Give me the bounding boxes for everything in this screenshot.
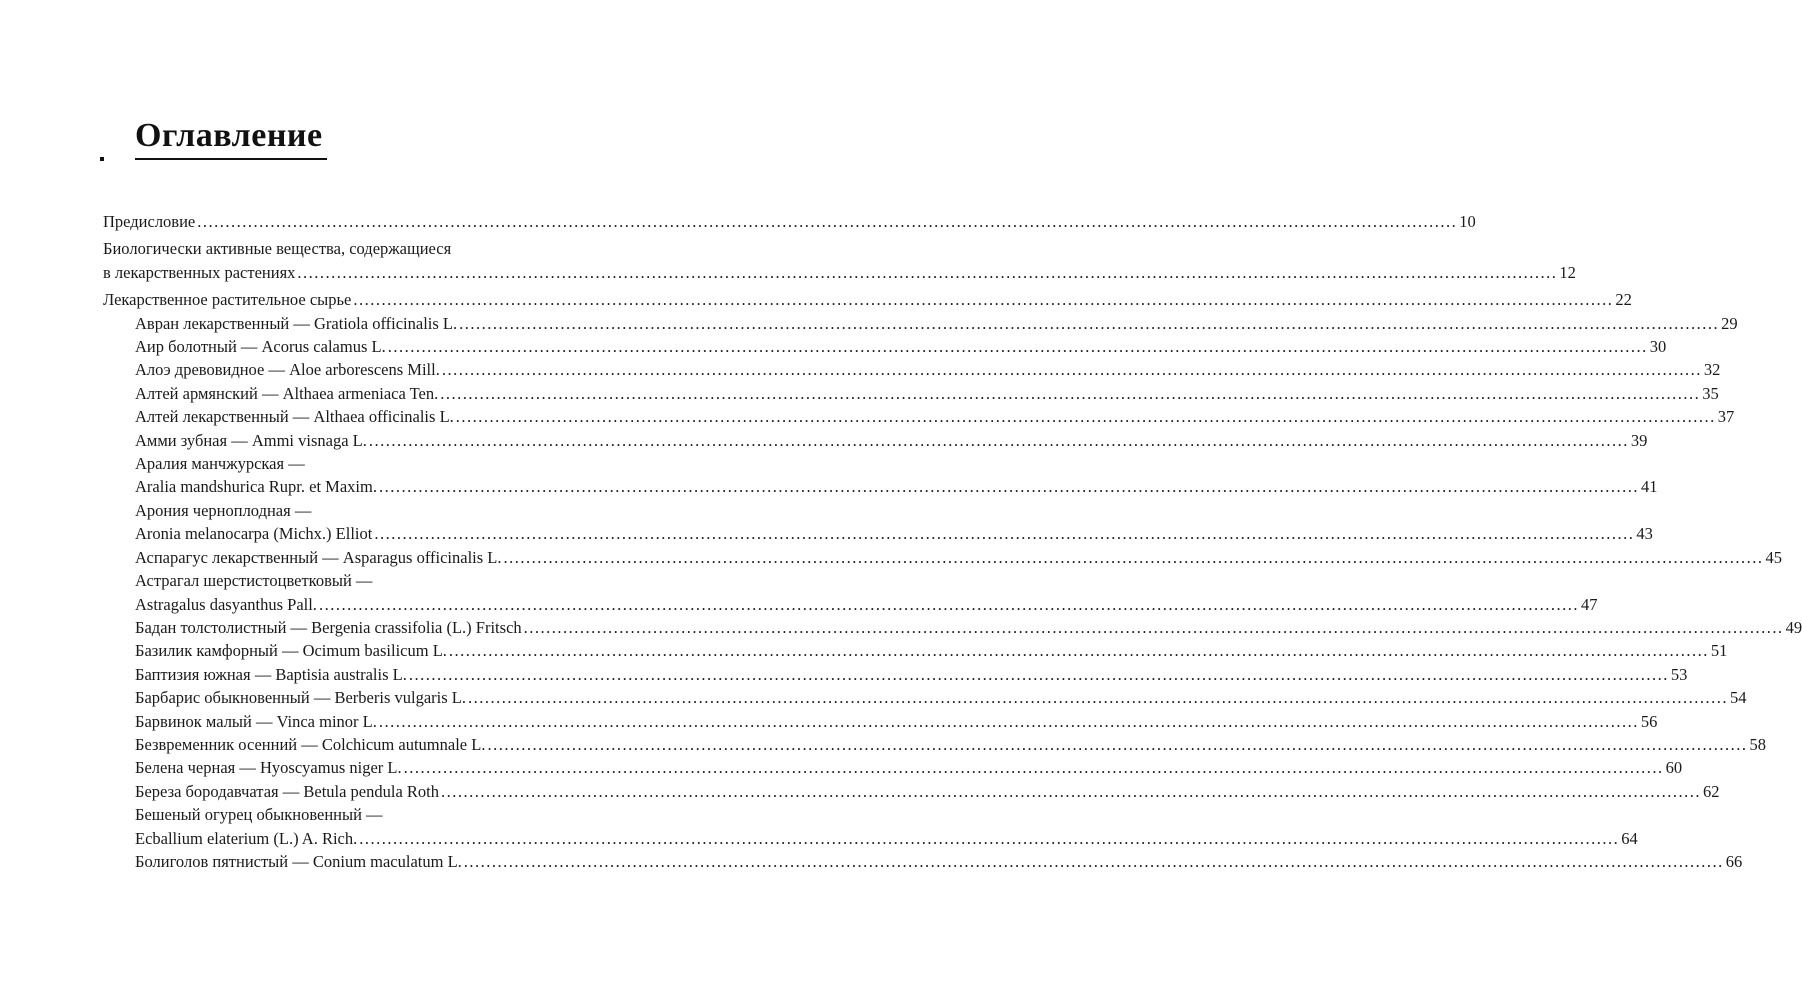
toc-entry-title: Аспарагус лекарственный — Asparagus officinalis L.	[135, 547, 502, 567]
toc-page-number: 47	[1580, 594, 1598, 614]
dot-leader	[442, 358, 1702, 381]
toc-entry-title: Астрагал шерстистоцветковый —	[135, 571, 373, 591]
toc-page-number: 66	[1725, 851, 1743, 871]
toc-entry-line	[135, 780, 1720, 803]
toc-entry-line	[135, 429, 1648, 452]
toc-entry-line	[135, 803, 658, 826]
dot-leader	[369, 429, 1629, 452]
toc-entry[interactable]	[103, 756, 1683, 779]
toc-entry-title: Лекарственное растительное сырье	[103, 290, 352, 310]
toc-entry[interactable]	[103, 733, 1766, 756]
toc-entry-line	[135, 850, 1743, 873]
dot-leader	[487, 733, 1747, 756]
toc-entry[interactable]	[103, 382, 1719, 405]
toc-page-number: 39	[1630, 430, 1648, 450]
toc-entry[interactable]	[103, 546, 1782, 569]
toc-entry-line	[135, 475, 1658, 498]
toc-entry-line	[135, 827, 1638, 850]
dot-leader	[456, 405, 1716, 428]
dot-leader	[374, 522, 1634, 545]
toc-entry[interactable]	[103, 499, 1653, 546]
toc-page-number: 58	[1749, 734, 1766, 754]
toc-entry-title: Бадан толстолистный — Bergenia crassifolia (L.) Fritsch	[135, 617, 522, 637]
toc-page-number: 43	[1636, 524, 1653, 544]
dot-leader	[504, 546, 1764, 569]
dot-leader	[297, 261, 1557, 284]
toc-entry-title: Арония черноплодная —	[135, 500, 312, 520]
toc-entry-line	[135, 499, 658, 522]
toc-entry-title: Ecballium elaterium (L.) A. Rich.	[135, 828, 358, 848]
title-dot	[100, 157, 104, 161]
toc-entry-line	[135, 616, 1802, 639]
toc-entry-title: Базилик камфорный — Ocimum basilicum L.	[135, 641, 447, 661]
dot-leader	[468, 686, 1728, 709]
toc-page-number: 35	[1702, 383, 1719, 403]
toc-entry-title: Барбарис обыкновенный — Berberis vulgaris L.	[135, 688, 466, 708]
toc-entry[interactable]	[103, 335, 1667, 358]
toc-entry-line	[135, 569, 658, 592]
table-of-contents	[103, 210, 1802, 873]
toc-page-number: 51	[1710, 641, 1728, 661]
toc-page-number: 54	[1729, 688, 1747, 708]
toc-entry-line	[135, 733, 1766, 756]
dot-leader	[197, 210, 1457, 233]
toc-entry-line	[135, 358, 1721, 381]
toc-entry[interactable]	[103, 288, 1632, 311]
toc-entry-line	[135, 312, 1738, 335]
toc-entry[interactable]	[103, 237, 1576, 284]
toc-entry[interactable]	[103, 405, 1735, 428]
toc-entry-title: Береза бородавчатая — Betula pendula Roth	[135, 781, 440, 801]
toc-page-number: 62	[1703, 781, 1720, 801]
title-underline	[135, 158, 327, 160]
toc-entry-line	[103, 261, 1576, 284]
dot-leader	[524, 616, 1784, 639]
toc-entry-line	[103, 210, 1476, 233]
toc-entry-line	[103, 288, 1632, 311]
toc-page-number: 64	[1621, 828, 1638, 848]
toc-entry[interactable]	[103, 710, 1658, 733]
dot-leader	[440, 382, 1700, 405]
toc-entry-line	[135, 522, 1653, 545]
toc-page-number: 29	[1721, 313, 1738, 333]
toc-entry[interactable]	[103, 663, 1688, 686]
toc-entry-title: Astragalus dasyanthus Pall.	[135, 594, 317, 614]
toc-entry[interactable]	[103, 686, 1747, 709]
toc-page-number: 60	[1665, 758, 1683, 778]
dot-leader	[449, 639, 1709, 662]
dot-leader	[379, 710, 1639, 733]
toc-entry-title: Безвременник осенний — Colchicum autumnale L.	[135, 734, 486, 754]
title-block	[135, 116, 323, 156]
toc-entry-title: в лекарственных растениях	[103, 262, 296, 282]
toc-entry-title: Авран лекарственный — Gratiola officinalis L.	[135, 313, 458, 333]
dot-leader	[441, 780, 1701, 803]
dot-leader	[388, 335, 1648, 358]
toc-entry-line	[135, 686, 1747, 709]
toc-entry-line	[135, 663, 1688, 686]
toc-entry-title: Белена черная — Hyoscyamus niger L.	[135, 758, 402, 778]
page-title: Оглавление	[135, 117, 323, 154]
toc-entry[interactable]	[103, 210, 1476, 233]
toc-entry-title: Предисловие	[103, 212, 196, 231]
toc-entry-line	[135, 335, 1667, 358]
toc-entry-line	[135, 639, 1728, 662]
toc-entry-title: Болиголов пятнистый — Conium maculatum L.	[135, 851, 462, 871]
toc-page-number: 56	[1640, 711, 1658, 731]
toc-entry-title: Бешеный огурец обыкновенный —	[135, 805, 383, 825]
toc-entry-line	[103, 237, 658, 260]
toc-page-number: 12	[1559, 262, 1576, 282]
toc-page-number: 41	[1640, 477, 1658, 497]
toc-entry[interactable]	[103, 312, 1738, 335]
toc-page-number: 49	[1785, 617, 1802, 637]
toc-entry[interactable]	[103, 452, 1658, 499]
toc-entry[interactable]	[103, 639, 1728, 662]
toc-page-number: 32	[1703, 360, 1721, 380]
toc-entry[interactable]	[103, 803, 1638, 850]
toc-entry-title: Аир болотный — Acorus calamus L.	[135, 337, 386, 357]
dot-leader	[359, 827, 1619, 850]
toc-entry-line	[135, 593, 1598, 616]
toc-entry-title: Алтей лекарственный — Althaea officinalis L.	[135, 407, 454, 427]
toc-page-number: 22	[1615, 290, 1632, 310]
dot-leader	[409, 663, 1669, 686]
toc-page-number: 45	[1765, 547, 1782, 567]
toc-entry-title: Барвинок малый — Vinca minor L.	[135, 711, 377, 731]
toc-entry-line	[135, 546, 1782, 569]
toc-entry-line	[135, 452, 658, 475]
toc-entry-title: Алоэ древовидное — Aloe arborescens Mill.	[135, 360, 440, 380]
toc-entry[interactable]	[103, 780, 1720, 803]
toc-entry-line	[135, 405, 1735, 428]
dot-leader	[379, 475, 1639, 498]
dot-leader	[353, 288, 1613, 311]
toc-page-number: 30	[1649, 337, 1667, 357]
toc-entry-line	[135, 756, 1683, 779]
dot-leader	[319, 593, 1579, 616]
dot-leader	[464, 850, 1724, 873]
toc-entry[interactable]	[103, 616, 1802, 639]
toc-entry-title: Биологически активные вещества, содержащиеся	[103, 239, 452, 259]
toc-page-number: 10	[1459, 212, 1476, 231]
toc-entry-title: Амми зубная — Ammi visnaga L.	[135, 430, 367, 450]
toc-entry-title: Aronia melanocarpa (Michx.) Elliot	[135, 524, 373, 544]
toc-entry-title: Баптизия южная — Baptisia australis L.	[135, 664, 407, 684]
dot-leader	[404, 756, 1664, 779]
toc-page-number: 37	[1717, 407, 1735, 427]
toc-entry-line	[135, 382, 1719, 405]
toc-entry[interactable]	[103, 850, 1743, 873]
toc-entry-title: Аралия манчжурская —	[135, 454, 305, 474]
toc-entry-title: Aralia mandshurica Rupr. et Maxim.	[135, 477, 377, 497]
toc-entry[interactable]	[103, 358, 1721, 381]
toc-entry-title: Алтей армянский — Althaea armeniaca Ten.	[135, 383, 439, 403]
toc-entry-line	[135, 710, 1658, 733]
toc-entry[interactable]	[103, 569, 1598, 616]
toc-entry[interactable]	[103, 429, 1648, 452]
dot-leader	[459, 312, 1719, 335]
toc-page-number: 53	[1670, 664, 1688, 684]
